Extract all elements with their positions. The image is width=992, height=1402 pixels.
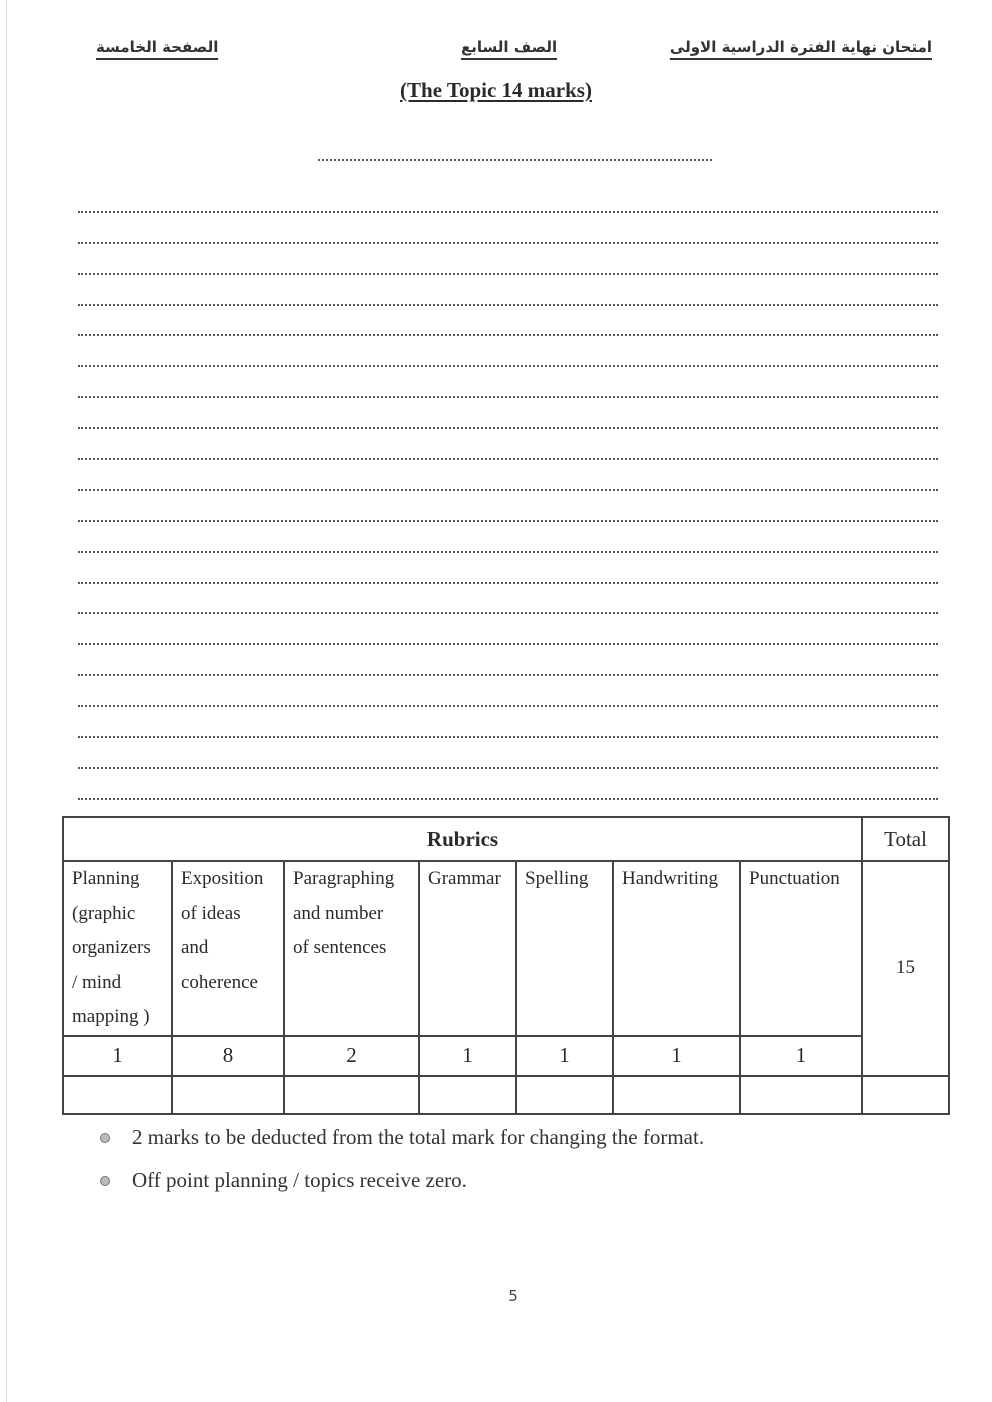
mark-planning: 1 bbox=[63, 1036, 172, 1076]
criterion-handwriting: Handwriting bbox=[613, 861, 740, 1036]
writing-lines bbox=[78, 182, 938, 800]
writing-line[interactable] bbox=[78, 522, 938, 553]
mark-spelling: 1 bbox=[516, 1036, 613, 1076]
page-label: الصفحة الخامسة bbox=[96, 38, 218, 60]
writing-line[interactable] bbox=[78, 213, 938, 244]
writing-line[interactable] bbox=[78, 707, 938, 738]
total-value: 15 bbox=[862, 861, 949, 1076]
writing-line[interactable] bbox=[78, 182, 938, 213]
score-cell-grammar[interactable] bbox=[419, 1076, 516, 1114]
writing-line[interactable] bbox=[78, 306, 938, 337]
writing-line[interactable] bbox=[78, 244, 938, 275]
mark-punctuation: 1 bbox=[740, 1036, 862, 1076]
score-cell-paragraphing[interactable] bbox=[284, 1076, 419, 1114]
criterion-paragraphing: Paragraphing and number of sentences bbox=[284, 861, 419, 1036]
topic-title: (The Topic 14 marks) bbox=[400, 78, 592, 102]
score-cell-planning[interactable] bbox=[63, 1076, 172, 1114]
mark-paragraphing: 2 bbox=[284, 1036, 419, 1076]
writing-line[interactable] bbox=[78, 460, 938, 491]
writing-line[interactable] bbox=[78, 614, 938, 645]
score-cell-total[interactable] bbox=[862, 1076, 949, 1114]
writing-line[interactable] bbox=[78, 645, 938, 676]
mark-grammar: 1 bbox=[419, 1036, 516, 1076]
writing-line[interactable] bbox=[78, 769, 938, 800]
criterion-punctuation: Punctuation bbox=[740, 861, 862, 1036]
score-cell-spelling[interactable] bbox=[516, 1076, 613, 1114]
mark-exposition: 8 bbox=[172, 1036, 284, 1076]
criterion-spelling: Spelling bbox=[516, 861, 613, 1036]
score-cell-handwriting[interactable] bbox=[613, 1076, 740, 1114]
total-heading: Total bbox=[862, 817, 949, 861]
writing-line[interactable] bbox=[78, 584, 938, 615]
page-number: 5 bbox=[508, 1287, 518, 1305]
notes-list bbox=[100, 1116, 704, 1202]
score-cell-punctuation[interactable] bbox=[740, 1076, 862, 1114]
page-edge bbox=[6, 0, 7, 1402]
rubrics-heading: Rubrics bbox=[63, 817, 862, 861]
writing-line[interactable] bbox=[78, 398, 938, 429]
writing-line[interactable] bbox=[78, 275, 938, 306]
mark-handwriting: 1 bbox=[613, 1036, 740, 1076]
writing-line[interactable] bbox=[78, 367, 938, 398]
writing-line[interactable] bbox=[78, 738, 938, 769]
exam-title: امتحان نهاية الفترة الدراسية الاولى bbox=[670, 38, 932, 60]
writing-line[interactable] bbox=[78, 491, 938, 522]
topic-title-answer-line[interactable] bbox=[318, 145, 712, 161]
writing-line[interactable] bbox=[78, 429, 938, 460]
criterion-grammar: Grammar bbox=[419, 861, 516, 1036]
note-item: Off point planning / topics receive zero. bbox=[100, 1159, 704, 1202]
criterion-exposition: Exposition of ideas and coherence bbox=[172, 861, 284, 1036]
page-header bbox=[96, 34, 932, 64]
writing-line[interactable] bbox=[78, 553, 938, 584]
writing-line[interactable] bbox=[78, 676, 938, 707]
bullet-icon bbox=[100, 1133, 110, 1143]
writing-line[interactable] bbox=[78, 336, 938, 367]
grade-label: الصف السابع bbox=[461, 38, 557, 60]
criterion-planning: Planning (graphic organizers / mind mapping ) bbox=[63, 861, 172, 1036]
note-item: 2 marks to be deducted from the total mark for changing the format. bbox=[100, 1116, 704, 1159]
score-cell-exposition[interactable] bbox=[172, 1076, 284, 1114]
rubrics-table bbox=[62, 816, 950, 1115]
bullet-icon bbox=[100, 1176, 110, 1186]
